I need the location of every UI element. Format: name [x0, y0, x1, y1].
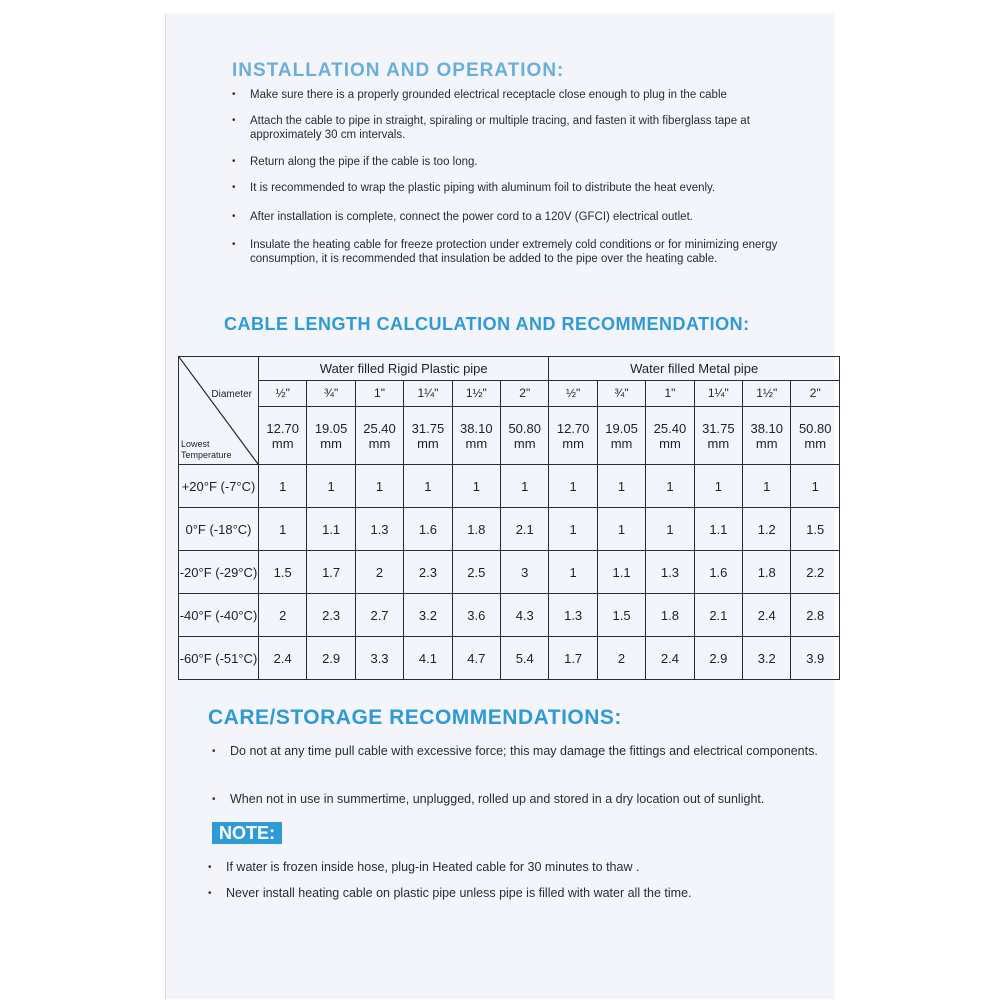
- length-factor-cell: 4.3: [501, 594, 549, 637]
- length-factor-cell: 1.7: [307, 551, 355, 594]
- diameter-mm-cell: 25.40 mm: [355, 407, 403, 465]
- cable-heading: CABLE LENGTH CALCULATION AND RECOMMENDATION:: [224, 314, 750, 334]
- mm-row: [179, 407, 840, 465]
- length-factor-cell: 2.1: [501, 508, 549, 551]
- length-factor-cell: 1.8: [646, 594, 694, 637]
- length-factor-cell: 2: [355, 551, 403, 594]
- length-factor-cell: 1.3: [646, 551, 694, 594]
- list-item: • It is recommended to wrap the plastic piping with aluminum foil to distribute the heat evenly.: [232, 182, 716, 194]
- metal-pipe-header: Water filled Metal pipe: [549, 357, 840, 381]
- table-row: [179, 465, 840, 508]
- length-factor-cell: 2: [259, 594, 307, 637]
- length-factor-cell: 1: [259, 508, 307, 551]
- length-factor-cell: 1: [597, 465, 645, 508]
- diameter-mm-cell: 50.80 mm: [791, 407, 840, 465]
- length-factor-cell: 3.6: [452, 594, 500, 637]
- list-item: • Return along the pipe if the cable is too long.: [232, 156, 478, 168]
- temperature-cell: -40°F (-40°C): [179, 594, 259, 637]
- table-row: [179, 594, 840, 637]
- diameter-size-cell: 1¼": [404, 381, 452, 407]
- diameter-mm-cell: 38.10 mm: [452, 407, 500, 465]
- length-factor-cell: 2.3: [307, 594, 355, 637]
- diameter-size-cell: 1¼": [694, 381, 742, 407]
- list-item: • If water is frozen inside hose, plug-in Heated cable for 30 minutes to thaw .: [208, 860, 640, 874]
- length-factor-cell: 1: [259, 465, 307, 508]
- length-factor-cell: 1.5: [791, 508, 840, 551]
- length-factor-cell: 2.8: [791, 594, 840, 637]
- length-factor-cell: 1.5: [259, 551, 307, 594]
- length-factor-cell: 3.9: [791, 637, 840, 680]
- length-factor-cell: 1: [549, 551, 597, 594]
- length-factor-cell: 1: [452, 465, 500, 508]
- length-factor-cell: 1: [791, 465, 840, 508]
- table-row: [179, 637, 840, 680]
- diameter-mm-cell: 25.40 mm: [646, 407, 694, 465]
- length-factor-cell: 1.6: [694, 551, 742, 594]
- length-factor-cell: 2.3: [404, 551, 452, 594]
- diameter-size-cell: ¾": [597, 381, 645, 407]
- list-item: • After installation is complete, connect the power cord to a 120V (GFCI) electrical outlet.: [232, 211, 693, 223]
- length-factor-cell: 1.3: [355, 508, 403, 551]
- length-factor-cell: 2.2: [791, 551, 840, 594]
- diameter-size-cell: 1": [646, 381, 694, 407]
- diameter-size-cell: 1": [355, 381, 403, 407]
- length-factor-cell: 2: [597, 637, 645, 680]
- length-factor-cell: 1: [355, 465, 403, 508]
- diameter-mm-cell: 31.75 mm: [694, 407, 742, 465]
- cable-length-table: [178, 356, 840, 680]
- table-row: [179, 508, 840, 551]
- length-factor-cell: 1: [549, 508, 597, 551]
- length-factor-cell: 3.2: [404, 594, 452, 637]
- diameter-mm-cell: 19.05 mm: [597, 407, 645, 465]
- length-factor-cell: 1: [307, 465, 355, 508]
- length-factor-cell: 1.1: [597, 551, 645, 594]
- installation-heading: INSTALLATION AND OPERATION:: [232, 60, 565, 81]
- length-factor-cell: 2.4: [743, 594, 791, 637]
- table-header-row: [179, 357, 840, 381]
- diameter-size-cell: 1½": [452, 381, 500, 407]
- length-factor-cell: 1: [743, 465, 791, 508]
- list-item: • Never install heating cable on plastic pipe unless pipe is filled with water all the time.: [208, 886, 692, 900]
- list-item: • Insulate the heating cable for freeze protection under extremely cold conditions or for minimizing energy consumption, it is recommended that insulation be added to the pipe over the heating cable.: [232, 239, 778, 265]
- diameter-mm-cell: 31.75 mm: [404, 407, 452, 465]
- length-factor-cell: 1: [646, 508, 694, 551]
- length-factor-cell: 1.8: [452, 508, 500, 551]
- length-factor-cell: 1.1: [307, 508, 355, 551]
- list-item: • Do not at any time pull cable with excessive force; this may damage the fittings and electrical components.: [212, 744, 818, 758]
- lowest-temperature-label: Lowest Temperature: [181, 439, 232, 460]
- length-factor-cell: 4.7: [452, 637, 500, 680]
- length-factor-cell: 1: [646, 465, 694, 508]
- diameter-size-cell: 1½": [743, 381, 791, 407]
- diameter-mm-cell: 38.10 mm: [743, 407, 791, 465]
- temperature-cell: +20°F (-7°C): [179, 465, 259, 508]
- length-factor-cell: 1.5: [597, 594, 645, 637]
- plastic-pipe-header: Water filled Rigid Plastic pipe: [259, 357, 549, 381]
- length-factor-cell: 2.4: [259, 637, 307, 680]
- length-factor-cell: 1: [549, 465, 597, 508]
- length-factor-cell: 1: [404, 465, 452, 508]
- length-factor-cell: 2.7: [355, 594, 403, 637]
- temperature-cell: -20°F (-29°C): [179, 551, 259, 594]
- length-factor-cell: 1.6: [404, 508, 452, 551]
- diameter-size-cell: ¾": [307, 381, 355, 407]
- list-item: • Attach the cable to pipe in straight, spiraling or multiple tracing, and fasten it with fiberglass tape at approximately 30 cm intervals.: [232, 115, 750, 141]
- diameter-size-cell: 2": [501, 381, 549, 407]
- length-factor-cell: 1: [694, 465, 742, 508]
- length-factor-cell: 1.3: [549, 594, 597, 637]
- list-item: • When not in use in summertime, unplugged, rolled up and stored in a dry location out of sunlight.: [212, 792, 765, 806]
- length-factor-cell: 5.4: [501, 637, 549, 680]
- diameter-size-cell: 2": [791, 381, 840, 407]
- length-factor-cell: 1.8: [743, 551, 791, 594]
- diameter-size-cell: ½": [549, 381, 597, 407]
- length-factor-cell: 1: [501, 465, 549, 508]
- diameter-mm-cell: 12.70 mm: [259, 407, 307, 465]
- note-label: NOTE:: [212, 822, 282, 844]
- length-factor-cell: 3.2: [743, 637, 791, 680]
- diameter-mm-cell: 19.05 mm: [307, 407, 355, 465]
- length-factor-cell: 4.1: [404, 637, 452, 680]
- length-factor-cell: 1.7: [549, 637, 597, 680]
- length-factor-cell: 1.2: [743, 508, 791, 551]
- length-factor-cell: 3: [501, 551, 549, 594]
- diameter-label: Diameter: [211, 389, 252, 400]
- diameter-size-cell: ½": [259, 381, 307, 407]
- length-factor-cell: 2.4: [646, 637, 694, 680]
- length-factor-cell: 2.9: [694, 637, 742, 680]
- length-factor-cell: 1: [597, 508, 645, 551]
- table-row: [179, 551, 840, 594]
- length-factor-cell: 2.1: [694, 594, 742, 637]
- length-factor-cell: 2.9: [307, 637, 355, 680]
- temperature-cell: -60°F (-51°C): [179, 637, 259, 680]
- care-heading: CARE/STORAGE RECOMMENDATIONS:: [208, 706, 622, 729]
- size-row: [179, 381, 840, 407]
- diameter-mm-cell: 12.70 mm: [549, 407, 597, 465]
- list-item: • Make sure there is a properly grounded electrical receptacle close enough to plug in the cable: [232, 89, 727, 101]
- length-factor-cell: 1.1: [694, 508, 742, 551]
- length-factor-cell: 3.3: [355, 637, 403, 680]
- temperature-cell: 0°F (-18°C): [179, 508, 259, 551]
- diameter-mm-cell: 50.80 mm: [501, 407, 549, 465]
- corner-cell: [179, 357, 259, 465]
- length-factor-cell: 2.5: [452, 551, 500, 594]
